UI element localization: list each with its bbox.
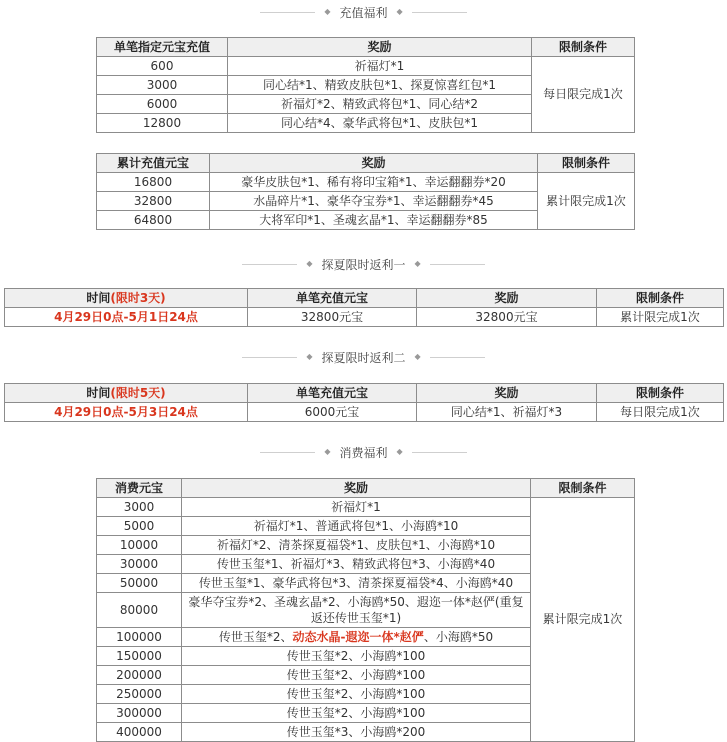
- header-cell: 限制条件: [597, 384, 724, 403]
- reward-cell: 传世玉玺*1、祈福灯*3、精致武将包*3、小海鸥*40: [182, 555, 531, 574]
- section-title-consume: [0, 441, 727, 463]
- amount-cell: 400000: [97, 723, 182, 742]
- diamond-icon: ◆: [414, 352, 421, 361]
- header-cell: 限制条件: [531, 479, 635, 498]
- header-cell: 限制条件: [532, 38, 635, 57]
- header-time-label: 时间: [86, 290, 111, 305]
- header-cell-time: [5, 289, 248, 308]
- table-header-row: [5, 289, 724, 308]
- table-header-row: [97, 154, 635, 173]
- reward-cell: 水晶碎片*1、豪华夺宝券*1、幸运翻翻券*45: [210, 192, 538, 211]
- header-cell: 奖励: [182, 479, 531, 498]
- amount-cell: 16800: [97, 173, 210, 192]
- diamond-icon: ◆: [306, 259, 313, 268]
- section-title-summer1: [0, 253, 727, 275]
- limit-cell: 每日限完成1次: [597, 403, 724, 422]
- reward-cell: 大将军印*1、圣魂玄晶*1、幸运翻翻券*85: [210, 211, 538, 230]
- reward-cell: 豪华夺宝券*2、圣魂玄晶*2、小海鸥*50、遐迩一体*赵俨(重复返还传世玉玺*1): [182, 593, 531, 628]
- header-time-label: 时间: [86, 385, 111, 400]
- table-header-row: [5, 384, 724, 403]
- reward-text: 、小海鸥*50: [423, 629, 494, 644]
- header-cell-time: [5, 384, 248, 403]
- reward-cell: [182, 628, 531, 647]
- amount-cell: 3000: [97, 498, 182, 517]
- section-title-text: 充值福利: [339, 5, 388, 20]
- diamond-icon: ◆: [306, 352, 313, 361]
- time-cell: 4月29日0点-5月3日24点: [5, 403, 248, 422]
- limit-cell: 累计限完成1次: [538, 173, 635, 230]
- amount-cell: 5000: [97, 517, 182, 536]
- amount-cell: 300000: [97, 704, 182, 723]
- divider-line-left: [260, 12, 315, 13]
- reward-highlight: 动态水晶-遐迩一体*赵俨: [292, 629, 424, 644]
- reward-cell: 传世玉玺*2、小海鸥*100: [182, 647, 531, 666]
- amount-cell: 30000: [97, 555, 182, 574]
- reward-cell: 32800元宝: [417, 308, 597, 327]
- reward-cell: 传世玉玺*1、豪华武将包*3、清茶探夏福袋*4、小海鸥*40: [182, 574, 531, 593]
- amount-cell: 600: [97, 57, 228, 76]
- header-time-note: (限时3天): [110, 290, 166, 305]
- header-cell: 奖励: [417, 289, 597, 308]
- header-cell: 消费元宝: [97, 479, 182, 498]
- reward-text: 传世玉玺*2、: [218, 629, 293, 644]
- amount-cell: 200000: [97, 666, 182, 685]
- section-title-summer2: [0, 346, 727, 368]
- amount-cell: 6000元宝: [248, 403, 417, 422]
- divider-line-right: [412, 452, 467, 453]
- diamond-icon: ◆: [396, 447, 403, 456]
- header-cell: 奖励: [210, 154, 538, 173]
- header-cell: 单笔指定元宝充值: [97, 38, 228, 57]
- time-cell: 4月29日0点-5月1日24点: [5, 308, 248, 327]
- header-time-note: (限时5天): [110, 385, 166, 400]
- amount-cell: 64800: [97, 211, 210, 230]
- header-cell: 累计充值元宝: [97, 154, 210, 173]
- table-header-row: [97, 479, 635, 498]
- divider-line-left: [242, 264, 297, 265]
- section-title-text: 消费福利: [339, 445, 388, 460]
- limit-cell: 累计限完成1次: [531, 498, 635, 742]
- diamond-icon: ◆: [396, 7, 403, 16]
- table-header-row: [97, 38, 635, 57]
- amount-cell: 10000: [97, 536, 182, 555]
- reward-cell: 传世玉玺*2、小海鸥*100: [182, 704, 531, 723]
- limit-cell: 每日限完成1次: [532, 57, 635, 133]
- amount-cell: 80000: [97, 593, 182, 628]
- amount-cell: 32800元宝: [248, 308, 417, 327]
- table-row: [97, 57, 635, 76]
- reward-cell: 祈福灯*1、普通武将包*1、小海鸥*10: [182, 517, 531, 536]
- table-row: [5, 308, 724, 327]
- header-cell: 限制条件: [538, 154, 635, 173]
- summer1-table: [4, 288, 724, 327]
- divider-line-left: [242, 357, 297, 358]
- section-title-text: 探夏限时返利二: [321, 350, 406, 365]
- reward-cell: 祈福灯*2、精致武将包*1、同心结*2: [228, 95, 532, 114]
- header-cell: 奖励: [417, 384, 597, 403]
- divider-line-left: [260, 452, 315, 453]
- diamond-icon: ◆: [324, 7, 331, 16]
- amount-cell: 32800: [97, 192, 210, 211]
- reward-cell: 同心结*4、豪华武将包*1、皮肤包*1: [228, 114, 532, 133]
- table-row: [97, 173, 635, 192]
- table-row: [5, 403, 724, 422]
- amount-cell: 100000: [97, 628, 182, 647]
- header-cell: 单笔充值元宝: [248, 289, 417, 308]
- summer2-table: [4, 383, 724, 422]
- amount-cell: 50000: [97, 574, 182, 593]
- reward-cell: 祈福灯*1: [182, 498, 531, 517]
- table-row: [97, 498, 635, 517]
- reward-cell: 传世玉玺*3、小海鸥*200: [182, 723, 531, 742]
- reward-cell: 同心结*1、精致皮肤包*1、探夏惊喜红包*1: [228, 76, 532, 95]
- diamond-icon: ◆: [414, 259, 421, 268]
- reward-cell: 祈福灯*1: [228, 57, 532, 76]
- limit-cell: 累计限完成1次: [597, 308, 724, 327]
- header-cell: 单笔充值元宝: [248, 384, 417, 403]
- divider-line-right: [430, 264, 485, 265]
- amount-cell: 250000: [97, 685, 182, 704]
- reward-cell: 同心结*1、祈福灯*3: [417, 403, 597, 422]
- header-cell: 限制条件: [597, 289, 724, 308]
- diamond-icon: ◆: [324, 447, 331, 456]
- reward-cell: 祈福灯*2、清茶探夏福袋*1、皮肤包*1、小海鸥*10: [182, 536, 531, 555]
- header-cell: 奖励: [228, 38, 532, 57]
- reward-cell: 传世玉玺*2、小海鸥*100: [182, 666, 531, 685]
- section-title-text: 探夏限时返利一: [321, 257, 406, 272]
- amount-cell: 150000: [97, 647, 182, 666]
- recharge-single-table: [96, 37, 635, 133]
- reward-cell: 豪华皮肤包*1、稀有将印宝箱*1、幸运翻翻券*20: [210, 173, 538, 192]
- amount-cell: 3000: [97, 76, 228, 95]
- amount-cell: 6000: [97, 95, 228, 114]
- reward-cell: 传世玉玺*2、小海鸥*100: [182, 685, 531, 704]
- divider-line-right: [430, 357, 485, 358]
- amount-cell: 12800: [97, 114, 228, 133]
- divider-line-right: [412, 12, 467, 13]
- recharge-total-table: [96, 153, 635, 230]
- section-title-recharge: [0, 1, 727, 23]
- consume-table: [96, 478, 635, 742]
